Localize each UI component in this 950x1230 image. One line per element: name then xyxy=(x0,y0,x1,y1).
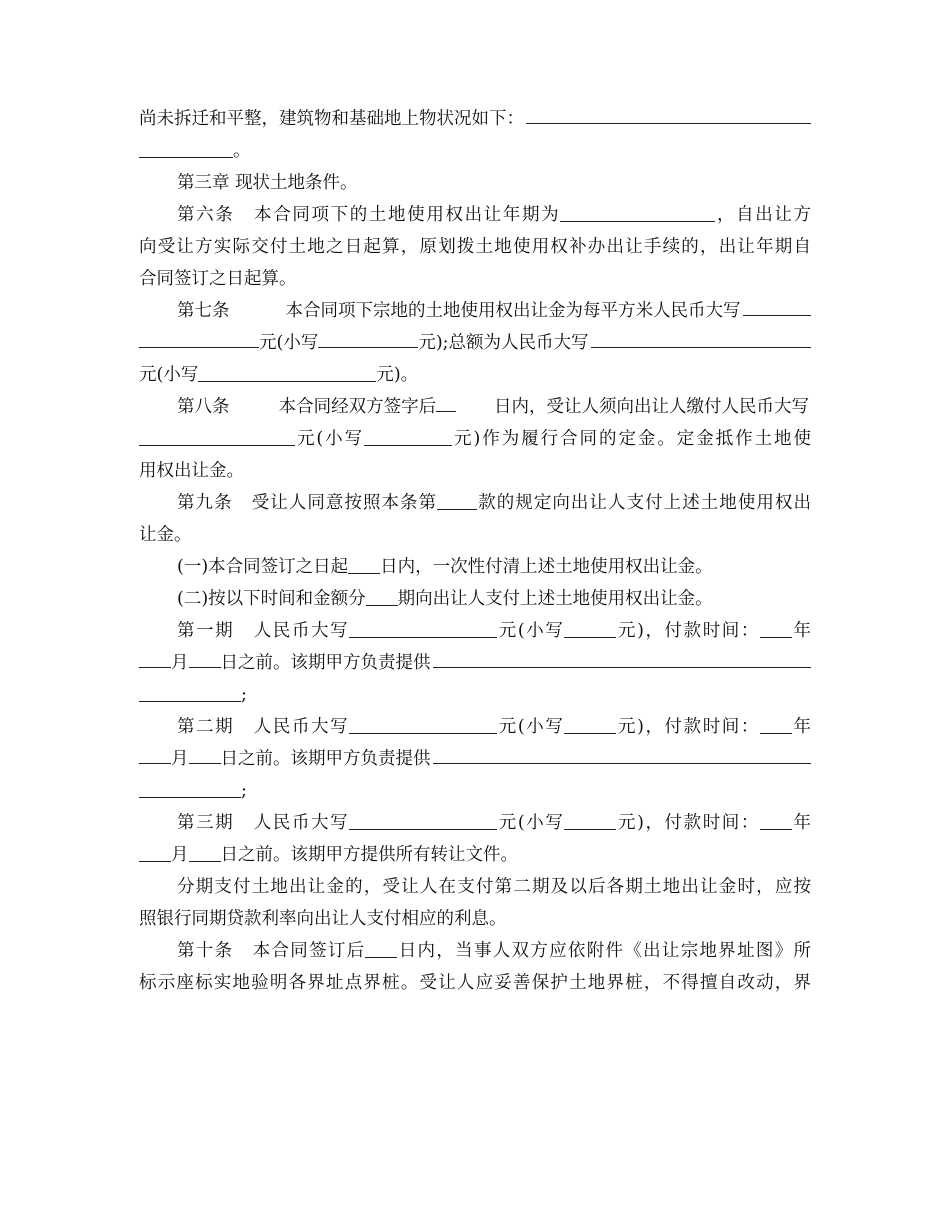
blank-field[interactable] xyxy=(564,810,616,830)
blank-field[interactable] xyxy=(139,648,171,668)
paragraph-line: 月 日之前。该期甲方提供所有转让文件。 xyxy=(139,839,811,871)
article-6: 第六条 本合同项下的土地使用权出让年期为 ，自出让方 xyxy=(139,199,811,231)
blank-field[interactable] xyxy=(139,744,171,764)
blank-field[interactable] xyxy=(433,648,812,668)
item-2: (二)按以下时间和金额分 期向出让人支付上述土地使用权出让金。 xyxy=(139,583,811,615)
blank-field[interactable] xyxy=(349,714,497,734)
blank-field[interactable] xyxy=(139,328,259,348)
blank-field[interactable] xyxy=(743,296,812,316)
blank-field[interactable] xyxy=(198,362,376,382)
blank-field[interactable] xyxy=(364,426,452,446)
blank-field[interactable] xyxy=(349,810,497,830)
paragraph-line: 。 xyxy=(139,135,811,167)
article-7: 第七条 本合同项下宗地的土地使用权出让金为每平方米人民币大写 xyxy=(139,295,811,327)
article-9: 第九条 受让人同意按照本条第 款的规定向出让人支付上述土地使用权出 xyxy=(139,487,811,519)
paragraph-line: 照银行同期贷款利率向出让人支付相应的利息。 xyxy=(139,909,507,929)
paragraph-line: 元(小写 元)。 xyxy=(139,359,811,391)
contract-body xyxy=(139,103,811,999)
paragraph-line: 月 日之前。该期甲方负责提供 xyxy=(139,647,811,679)
paragraph-line: 元(小写 元)作为履行合同的定金。定金抵作土地使 xyxy=(139,423,811,455)
paragraph-line: 合同签订之日起算。 xyxy=(139,269,297,289)
blank-field[interactable] xyxy=(760,714,792,734)
blank-field[interactable] xyxy=(139,682,241,702)
blank-field[interactable] xyxy=(437,490,477,510)
phase-1: 第一期 人民币大写 元(小写 元)，付款时间： 年 xyxy=(139,615,811,647)
blank-field[interactable] xyxy=(366,586,398,606)
paragraph-line: 月 日之前。该期甲方负责提供 xyxy=(139,743,811,775)
paragraph-line: 元(小写 元);总额为人民币大写 xyxy=(139,327,811,359)
paragraph-line: 向受让方实际交付土地之日起算，原划拨土地使用权补办出让手续的，出让年期自 xyxy=(139,237,811,257)
blank-field[interactable] xyxy=(436,392,456,412)
blank-field[interactable] xyxy=(591,328,811,348)
installment-note: 分期支付土地出让金的，受让人在支付第二期及以后各期土地出让金时，应按 xyxy=(177,877,811,897)
blank-field[interactable] xyxy=(189,842,221,862)
blank-field[interactable] xyxy=(433,744,812,764)
article-8: 第八条 本合同经双方签字后 日内，受让人须向出让人缴付人民币大写 xyxy=(139,391,811,423)
blank-field[interactable] xyxy=(760,618,792,638)
phase-3: 第三期 人民币大写 元(小写 元)，付款时间： 年 xyxy=(139,807,811,839)
paragraph-line: ; xyxy=(139,679,811,711)
paragraph-line: 标示座标实地验明各界址点界桩。受让人应妥善保护土地界桩，不得擅自改动，界 xyxy=(139,973,811,993)
item-1: (一)本合同签订之日起 日内，一次性付清上述土地使用权出让金。 xyxy=(139,551,811,583)
blank-field[interactable] xyxy=(365,938,397,958)
paragraph-line: 让金。 xyxy=(139,525,192,545)
blank-field[interactable] xyxy=(564,618,616,638)
paragraph-line: ; xyxy=(139,775,811,807)
blank-field[interactable] xyxy=(560,202,715,222)
blank-field[interactable] xyxy=(139,842,171,862)
blank-field[interactable] xyxy=(526,104,811,124)
article-10: 第十条 本合同签订后 日内，当事人双方应依附件《出让宗地界址图》所 xyxy=(139,935,811,967)
blank-field[interactable] xyxy=(760,810,792,830)
blank-field[interactable] xyxy=(349,618,497,638)
paragraph-line: 尚未拆迁和平整，建筑物和基础地上物状况如下： xyxy=(139,103,811,135)
blank-field[interactable] xyxy=(189,648,221,668)
blank-field[interactable] xyxy=(139,778,241,798)
paragraph-line: 用权出让金。 xyxy=(139,461,244,481)
blank-field[interactable] xyxy=(318,328,418,348)
blank-field[interactable] xyxy=(139,138,233,158)
blank-field[interactable] xyxy=(189,744,221,764)
blank-field[interactable] xyxy=(564,714,616,734)
blank-field[interactable] xyxy=(139,426,295,446)
blank-field[interactable] xyxy=(348,554,380,574)
chapter-heading: 第三章 现状土地条件。 xyxy=(177,173,358,193)
phase-2: 第二期 人民币大写 元(小写 元)，付款时间： 年 xyxy=(139,711,811,743)
